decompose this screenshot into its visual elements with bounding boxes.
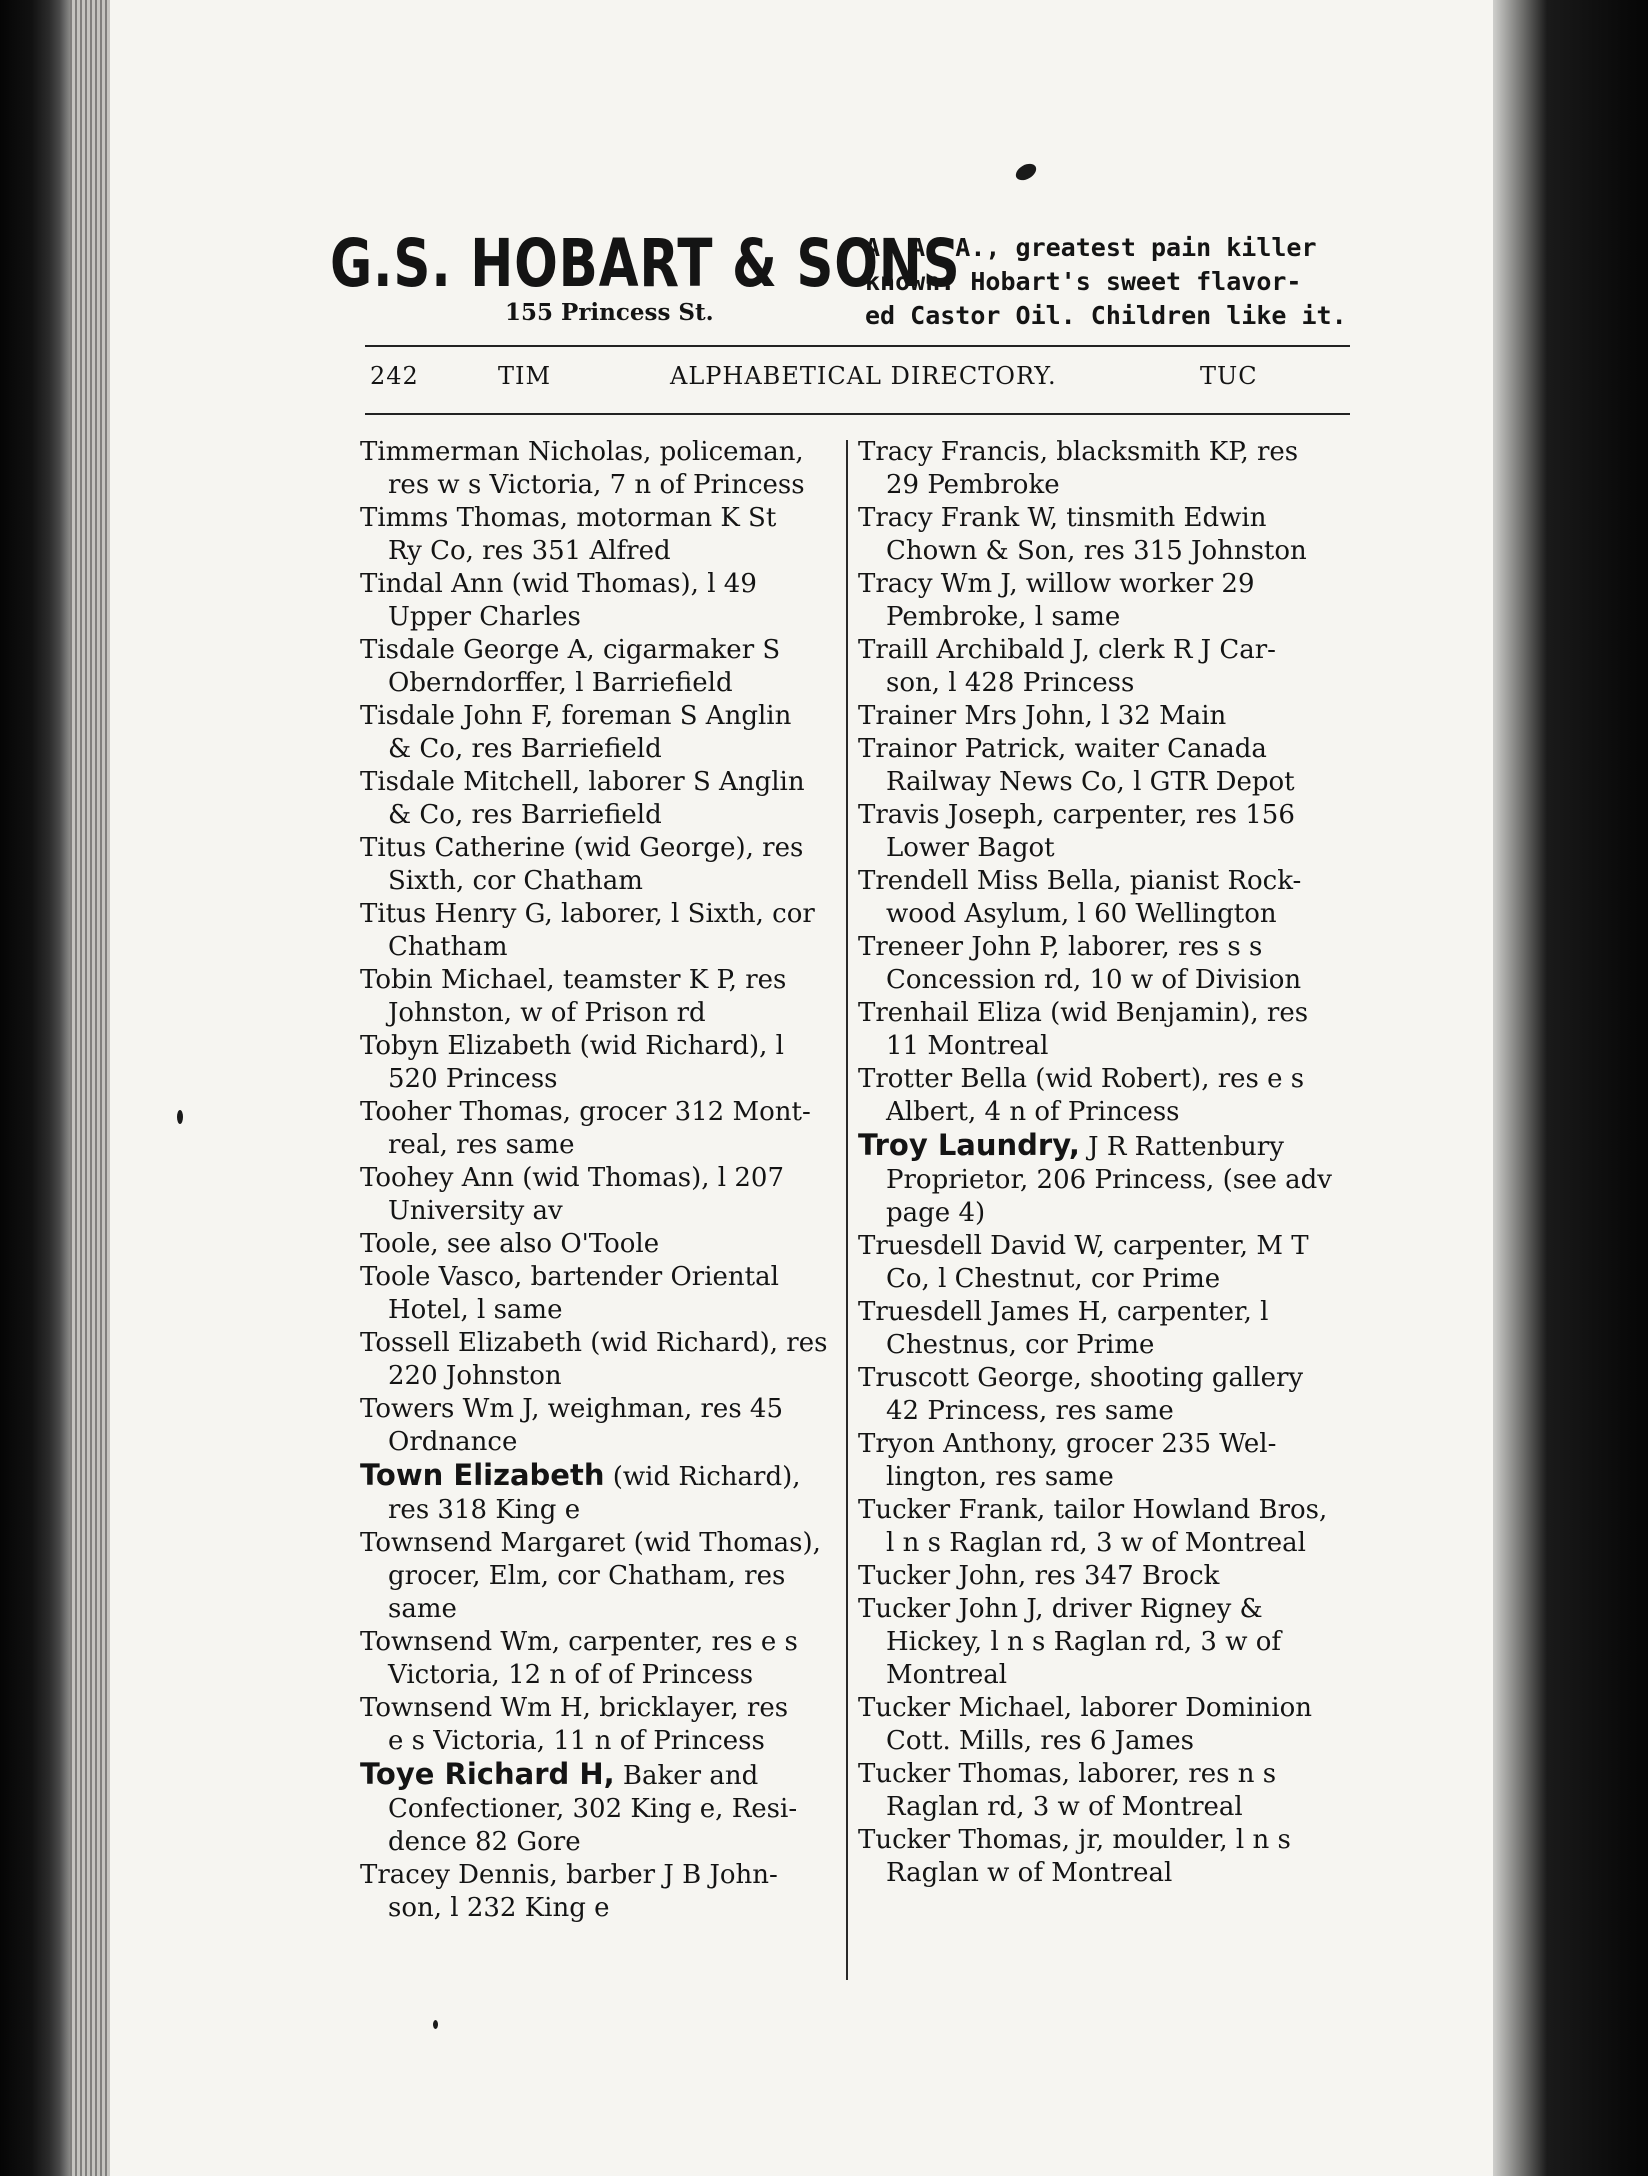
directory-entry	[858, 1494, 1348, 1560]
entry-name-line: Traill Archibald J, clerk R J Car-	[858, 635, 1276, 665]
right-key-word: TUC	[1200, 362, 1258, 390]
tagline-line: known. Hobart's sweet flavor-	[865, 267, 1302, 296]
directory-entry	[360, 1030, 848, 1096]
entry-name-line: Tisdale Mitchell, laborer S Anglin	[360, 767, 805, 797]
page-number: 242	[370, 362, 419, 390]
entry-name-line: Trainer Mrs John, l 32 Main	[858, 701, 1227, 731]
entry-name-line: Tracy Francis, blacksmith KP, res	[858, 437, 1299, 467]
entry-text: J R Rattenbury	[1079, 1132, 1284, 1162]
entry-continuation-line: wood Asylum, l 60 Wellington	[886, 899, 1277, 929]
directory-entry	[360, 1162, 848, 1228]
entry-name-line: Tracy Wm J, willow worker 29	[858, 569, 1255, 599]
directory-entry	[360, 1327, 848, 1393]
page-edges	[70, 0, 110, 2176]
directory-entry	[858, 634, 1348, 700]
entry-continuation-line: University av	[388, 1196, 563, 1226]
entry-continuation-line: e s Victoria, 11 n of Princess	[388, 1726, 765, 1756]
directory-entry	[858, 1296, 1348, 1362]
directory-entry	[360, 1527, 848, 1626]
entry-name-line: Tucker Michael, laborer Dominion	[858, 1693, 1313, 1723]
entry-continuation-line: res 318 King e	[388, 1495, 581, 1525]
entry-continuation-line: Chatham	[388, 932, 508, 962]
entry-continuation-line: son, l 232 King e	[388, 1893, 610, 1923]
directory-entry	[360, 568, 848, 634]
entry-continuation-line: Pembroke, l same	[886, 602, 1121, 632]
directory-entry	[858, 931, 1348, 997]
entry-continuation-line: Chestnus, cor Prime	[886, 1330, 1155, 1360]
directory-entry	[858, 1824, 1348, 1890]
entry-continuation-line: Co, l Chestnut, cor Prime	[886, 1264, 1221, 1294]
right-column	[858, 436, 1348, 1890]
entry-name-line: Toole, see also O'Toole	[360, 1229, 660, 1259]
left-key-word: TIM	[498, 362, 552, 390]
entry-continuation-line: Sixth, cor Chatham	[388, 866, 643, 896]
entry-text: Baker and	[614, 1761, 759, 1791]
entry-name-line: Travis Joseph, carpenter, res 156	[858, 800, 1295, 830]
entry-continuation-line: Ordnance	[388, 1427, 518, 1457]
tagline-line: A. A. A., greatest pain killer	[865, 233, 1317, 262]
directory-entry	[858, 502, 1348, 568]
directory-entry	[858, 1560, 1348, 1593]
entry-name-line: Townsend Wm, carpenter, res e s	[360, 1627, 798, 1657]
entry-name-line	[858, 1129, 1348, 1164]
entry-name-line: Trenhail Eliza (wid Benjamin), res	[858, 998, 1309, 1028]
scan-border-right	[1493, 0, 1648, 2176]
entry-name-line	[360, 1459, 848, 1494]
directory-entry	[858, 1063, 1348, 1129]
running-head-rule	[365, 413, 1350, 415]
entry-continuation-line: Chown & Son, res 315 Johnston	[886, 536, 1307, 566]
entry-continuation-line: 11 Montreal	[886, 1031, 1049, 1061]
entry-continuation-line: Proprietor, 206 Princess, (see adv	[886, 1165, 1332, 1195]
directory-entry	[360, 634, 848, 700]
directory-entry	[858, 1758, 1348, 1824]
directory-entry	[360, 1228, 848, 1261]
entry-continuation-line: same	[388, 1594, 457, 1624]
entry-name-line: Truesdell David W, carpenter, M T	[858, 1231, 1309, 1261]
entry-continuation-line: Ry Co, res 351 Alfred	[388, 536, 671, 566]
entry-continuation-line: Upper Charles	[388, 602, 581, 632]
entry-name-line: Tracey Dennis, barber J B John-	[360, 1860, 778, 1890]
entry-continuation-line: Montreal	[886, 1660, 1008, 1690]
advertisement-tagline	[865, 231, 1385, 333]
entry-continuation-line: Raglan w of Montreal	[886, 1858, 1173, 1888]
directory-entry	[858, 1428, 1348, 1494]
entry-continuation-line: real, res same	[388, 1130, 575, 1160]
directory-entry	[360, 700, 848, 766]
directory-entry	[360, 832, 848, 898]
directory-entry	[360, 1096, 848, 1162]
directory-entry	[858, 700, 1348, 733]
entry-continuation-line: & Co, res Barriefield	[388, 800, 662, 830]
entry-continuation-line: Raglan rd, 3 w of Montreal	[886, 1792, 1243, 1822]
entry-name-line: Treneer John P, laborer, res s s	[858, 932, 1263, 962]
directory-entry	[858, 1129, 1348, 1230]
entry-name-line: Timms Thomas, motorman K St	[360, 503, 777, 533]
entry-name-line: Tucker John J, driver Rigney &	[858, 1594, 1263, 1624]
entry-name-line: Tossell Elizabeth (wid Richard), res	[360, 1328, 828, 1358]
entry-name-line: Tucker Frank, tailor Howland Bros,	[858, 1495, 1328, 1525]
entry-name-line: Tooher Thomas, grocer 312 Mont-	[360, 1097, 811, 1127]
directory-entry	[858, 997, 1348, 1063]
entry-continuation-line: page 4)	[886, 1198, 986, 1228]
directory-entry	[858, 733, 1348, 799]
entry-continuation-line: Concession rd, 10 w of Division	[886, 965, 1302, 995]
directory-entry	[858, 799, 1348, 865]
directory-entry	[858, 1692, 1348, 1758]
directory-entry	[858, 1593, 1348, 1692]
header-rule	[365, 345, 1350, 347]
entry-name-line: Tucker Thomas, jr, moulder, l n s	[858, 1825, 1291, 1855]
entry-name-line: Titus Henry G, laborer, l Sixth, cor	[360, 899, 815, 929]
entry-name-line	[360, 1758, 848, 1793]
entry-name-line: Trotter Bella (wid Robert), res e s	[858, 1064, 1305, 1094]
left-column	[360, 436, 848, 1925]
directory-entry	[360, 964, 848, 1030]
scan-speck	[177, 1110, 183, 1124]
directory-entry	[360, 1758, 848, 1859]
entry-continuation-line: lington, res same	[886, 1462, 1114, 1492]
entry-name-line: Trainor Patrick, waiter Canada	[858, 734, 1267, 764]
entry-bold-name: Troy Laundry,	[858, 1128, 1080, 1162]
entry-name-line: Tisdale John F, foreman S Anglin	[360, 701, 792, 731]
entry-name-line: Tucker John, res 347 Brock	[858, 1561, 1220, 1591]
entry-continuation-line: res w s Victoria, 7 n of Princess	[388, 470, 805, 500]
entry-name-line: Tucker Thomas, laborer, res n s	[858, 1759, 1277, 1789]
entry-name-line: Toole Vasco, bartender Oriental	[360, 1262, 779, 1292]
directory-entry	[858, 568, 1348, 634]
entry-continuation-line: Johnston, w of Prison rd	[388, 998, 706, 1028]
scan-speck	[433, 2020, 438, 2029]
entry-continuation-line: grocer, Elm, cor Chatham, res	[388, 1561, 786, 1591]
directory-entry	[858, 865, 1348, 931]
directory-entry	[360, 1393, 848, 1459]
advertiser-address: 155 Princess St.	[505, 299, 714, 326]
entry-name-line: Tobin Michael, teamster K P, res	[360, 965, 787, 995]
entry-continuation-line: 220 Johnston	[388, 1361, 562, 1391]
tagline-line: ed Castor Oil. Children like it.	[865, 301, 1347, 330]
entry-continuation-line: & Co, res Barriefield	[388, 734, 662, 764]
entry-name-line: Towers Wm J, weighman, res 45	[360, 1394, 784, 1424]
entry-continuation-line: Victoria, 12 n of of Princess	[388, 1660, 754, 1690]
entry-name-line: Tobyn Elizabeth (wid Richard), l	[360, 1031, 784, 1061]
entry-name-line: Toohey Ann (wid Thomas), l 207	[360, 1163, 784, 1193]
directory-entry	[360, 1459, 848, 1527]
directory-entry	[360, 1692, 848, 1758]
entry-continuation-line: Hickey, l n s Raglan rd, 3 w of	[886, 1627, 1282, 1657]
entry-continuation-line: Hotel, l same	[388, 1295, 563, 1325]
entry-name-line: Trendell Miss Bella, pianist Rock-	[858, 866, 1302, 896]
entry-name-line: Tindal Ann (wid Thomas), l 49	[360, 569, 757, 599]
entry-name-line: Tryon Anthony, grocer 235 Wel-	[858, 1429, 1277, 1459]
entry-continuation-line: l n s Raglan rd, 3 w of Montreal	[886, 1528, 1306, 1558]
directory-entry	[858, 436, 1348, 502]
directory-entry	[858, 1230, 1348, 1296]
advertiser-name: G.S. HOBART & SONS	[330, 225, 961, 302]
entry-continuation-line: dence 82 Gore	[388, 1827, 581, 1857]
entry-name-line: Timmerman Nicholas, policeman,	[360, 437, 804, 467]
page-title: ALPHABETICAL DIRECTORY.	[670, 362, 1057, 390]
scan-border-left	[0, 0, 70, 2176]
header-advertisement	[330, 225, 1360, 335]
entry-name-line: Truesdell James H, carpenter, l	[858, 1297, 1269, 1327]
entry-continuation-line: son, l 428 Princess	[886, 668, 1135, 698]
directory-entry	[360, 1859, 848, 1925]
running-head	[370, 362, 1270, 392]
directory-entry	[360, 436, 848, 502]
directory-entry	[360, 502, 848, 568]
entry-name-line: Townsend Wm H, bricklayer, res	[360, 1693, 789, 1723]
directory-entry	[360, 1626, 848, 1692]
directory-entry	[360, 1261, 848, 1327]
entry-continuation-line: Confectioner, 302 King e, Resi-	[388, 1794, 798, 1824]
entry-name-line: Townsend Margaret (wid Thomas),	[360, 1528, 821, 1558]
entry-continuation-line: Railway News Co, l GTR Depot	[886, 767, 1295, 797]
entry-text: (wid Richard),	[604, 1462, 801, 1492]
entry-continuation-line: Albert, 4 n of Princess	[886, 1097, 1180, 1127]
entry-continuation-line: 520 Princess	[388, 1064, 558, 1094]
entry-name-line: Tisdale George A, cigarmaker S	[360, 635, 781, 665]
entry-continuation-line: Oberndorffer, l Barriefield	[388, 668, 733, 698]
entry-continuation-line: 29 Pembroke	[886, 470, 1060, 500]
entry-name-line: Titus Catherine (wid George), res	[360, 833, 804, 863]
entry-bold-name: Town Elizabeth	[360, 1458, 605, 1492]
directory-entry	[360, 766, 848, 832]
directory-entry	[360, 898, 848, 964]
entry-name-line: Truscott George, shooting gallery	[858, 1363, 1304, 1393]
directory-entry	[858, 1362, 1348, 1428]
entry-bold-name: Toye Richard H,	[360, 1757, 615, 1791]
entry-name-line: Tracy Frank W, tinsmith Edwin	[858, 503, 1267, 533]
entry-continuation-line: Lower Bagot	[886, 833, 1055, 863]
entry-continuation-line: 42 Princess, res same	[886, 1396, 1174, 1426]
entry-continuation-line: Cott. Mills, res 6 James	[886, 1726, 1194, 1756]
